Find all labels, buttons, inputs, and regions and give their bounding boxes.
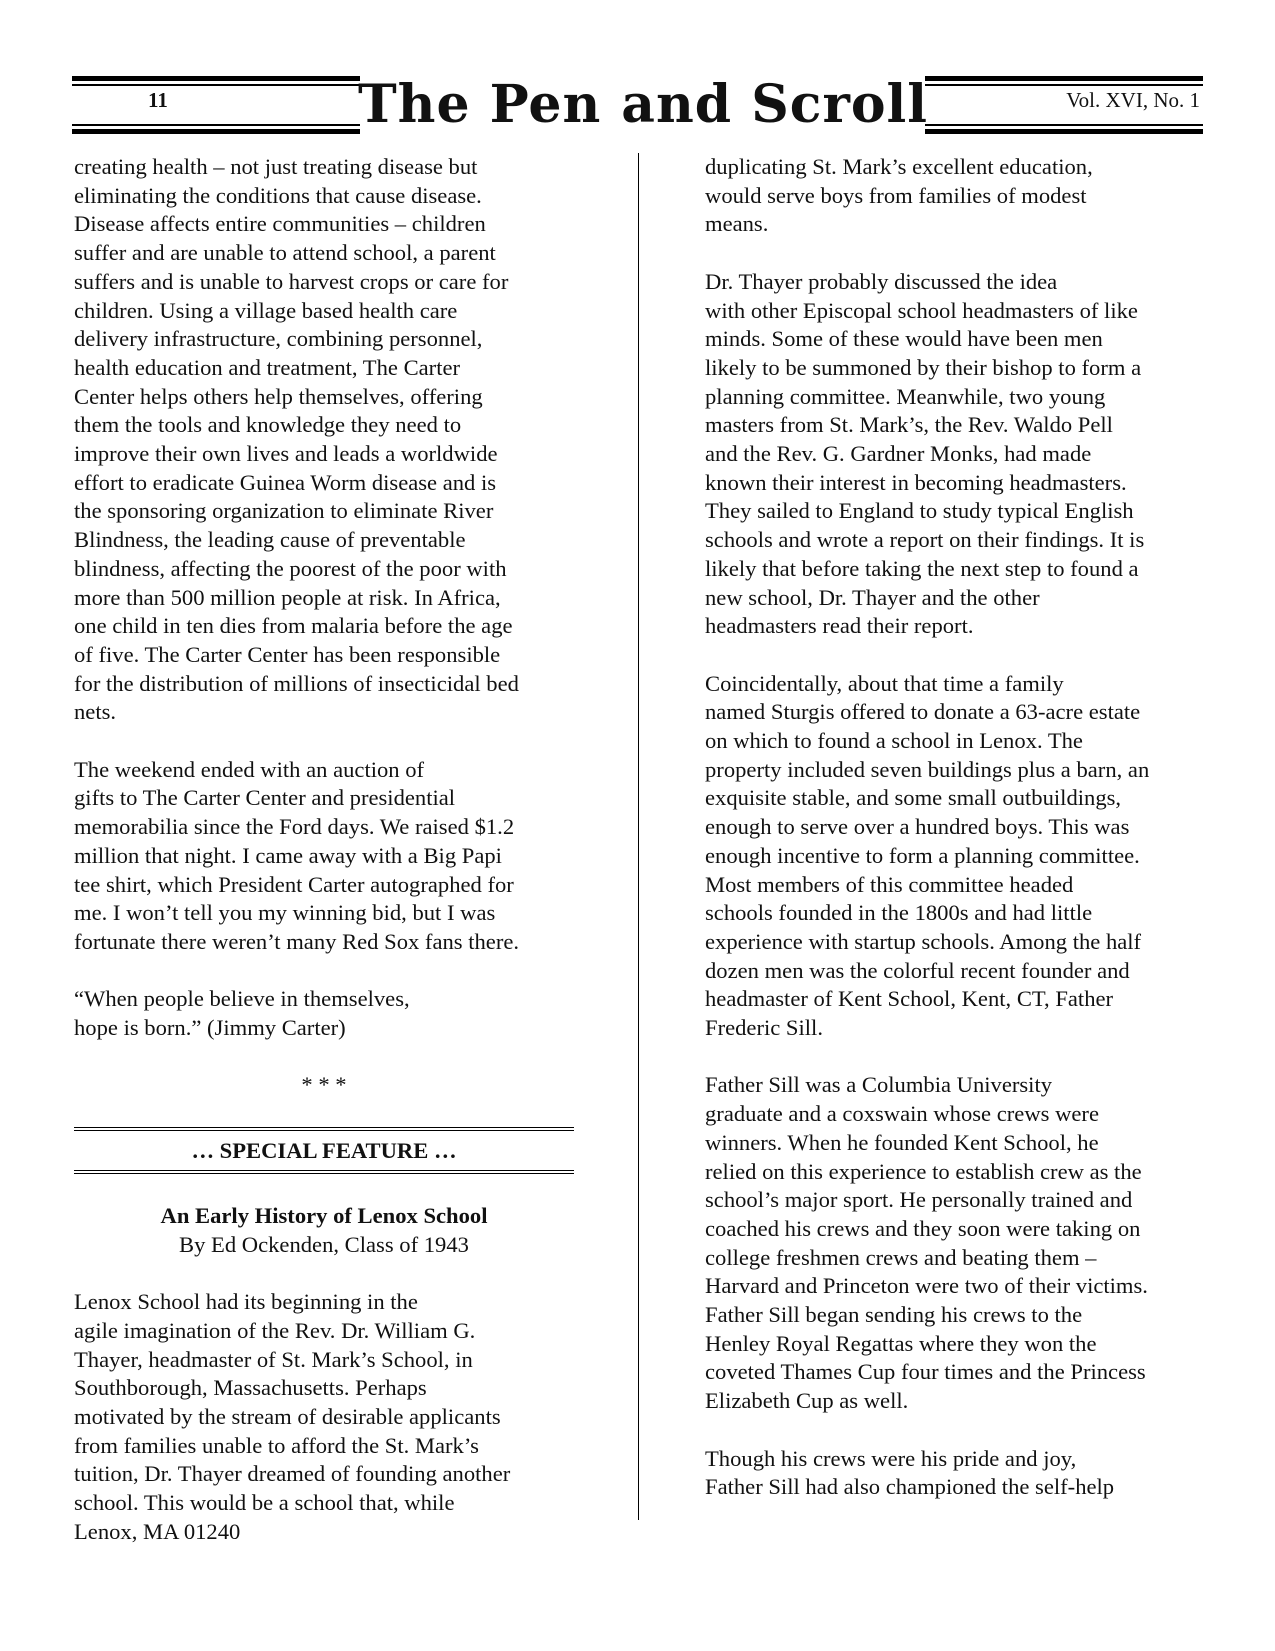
left-column [74,153,574,1547]
paragraph: duplicating St. Mark’s excellent education, would serve boys from families of modest means. [705,154,1093,237]
masthead-title-part-2: and Scroll [621,73,929,135]
special-feature-label: … SPECIAL FEATURE … [191,1138,457,1164]
paragraph: Coincidentally, about that time a family named Sturgis offered to donate a 63-acre estate on which to found a school in Lenox. The property included seven buildings plus a barn, an exquisite stable, and some small outbuildings, enough to serve over a hundred boys. This was enough incentive to form a planning committee. Most members of this committee headed schools founded in the 1800s and had little experience with startup schools. Among the half dozen men was the colorful recent founder and headmaster of Kent School, Kent, CT, Father Frederic Sill. [705,670,1150,1041]
section-separator: * * * [301,1071,347,1097]
masthead-title [357,64,929,144]
paragraph: “When people believe in themselves, hope is born.” (Jimmy Carter) [74,986,410,1041]
banner-rule-bottom [74,1170,574,1174]
masthead-rule-left [72,76,360,138]
article-title: An Early History of Lenox School [160,1203,488,1229]
column-divider [638,153,639,1520]
footer-address: Lenox, MA 01240 [74,1518,241,1544]
paragraph: Dr. Thayer probably discussed the idea with other Episcopal school headmasters of like minds. Some of these would have been men likely to be summoned by their bishop to form a planning committee. Meanwhile, two young masters from St. Mark’s, the Rev. Waldo Pell and the Rev. G. Gardner Monks, had made known their interest in becoming headmasters. They sailed to England to study typical English schools and wrote a report on their findings. It is likely that before taking the next step to found a new school, Dr. Thayer and the other headmasters read their report. [705,268,1145,639]
masthead-title-part-1: The Pen [357,73,602,135]
paragraph: creating health – not just treating disease but eliminating the conditions that cause disease. Disease affects entire communities – children suffer and are unable to attend school, a parent suffers and is unable to harvest crops or care for children. Using a village based health care delivery infrastructure, combining personnel, health education and treatment, The Carter Center helps others help themselves, offering them the tools and knowledge they need to improve their own lives and leads a worldwide effort to eradicate Guinea Worm disease and is the sponsoring organization to eliminate River Blindness, the leading cause of preventable blindness, affecting the poorest of the poor with more than 500 million people at risk. In Africa, one child in ten dies from malaria before the age of five. The Carter Center has been responsible for the distribution of millions of insecticidal bed nets. [74,154,519,725]
paragraph: Father Sill was a Columbia University graduate and a coxswain whose crews were winners. When he founded Kent School, he relied on this experience to establish crew as the school’s major sport. He personally trained and coached his crews and they soon were taking on college freshmen crews and beating them – Harvard and Princeton were two of their victims. Father Sill began sending his crews to the Henley Royal Regattas where they won the coveted Thames Cup four times and the Princess Elizabeth Cup as well. [705,1072,1148,1414]
special-feature-banner [74,1127,574,1174]
page-number: 11 [148,88,168,112]
paragraph: Though his crews were his pride and joy, Father Sill had also championed the self-help [705,1445,1115,1500]
paragraph: The weekend ended with an auction of gifts to The Carter Center and presidential memorabilia since the Ford days. We raised $1.2 million that night. I came away with a Big Papi tee shirt, which President Carter autographed for me. I won’t tell you my winning bid, but I was fortunate there weren’t many Red Sox fans there. [74,756,520,954]
article-byline: By Ed Ockenden, Class of 1943 [179,1231,469,1257]
right-column [705,153,1205,1502]
volume-number: Vol. XVI, No. 1 [1066,88,1200,112]
paragraph: Lenox School had its beginning in the agile imagination of the Rev. Dr. William G. Thayer, headmaster of St. Mark’s School, in Southborough, Massachusetts. Perhaps motivated by the stream of desirable applicants from families unable to afford the St. Mark’s tuition, Dr. Thayer dreamed of founding another school. This would be a school that, while [74,1289,511,1516]
